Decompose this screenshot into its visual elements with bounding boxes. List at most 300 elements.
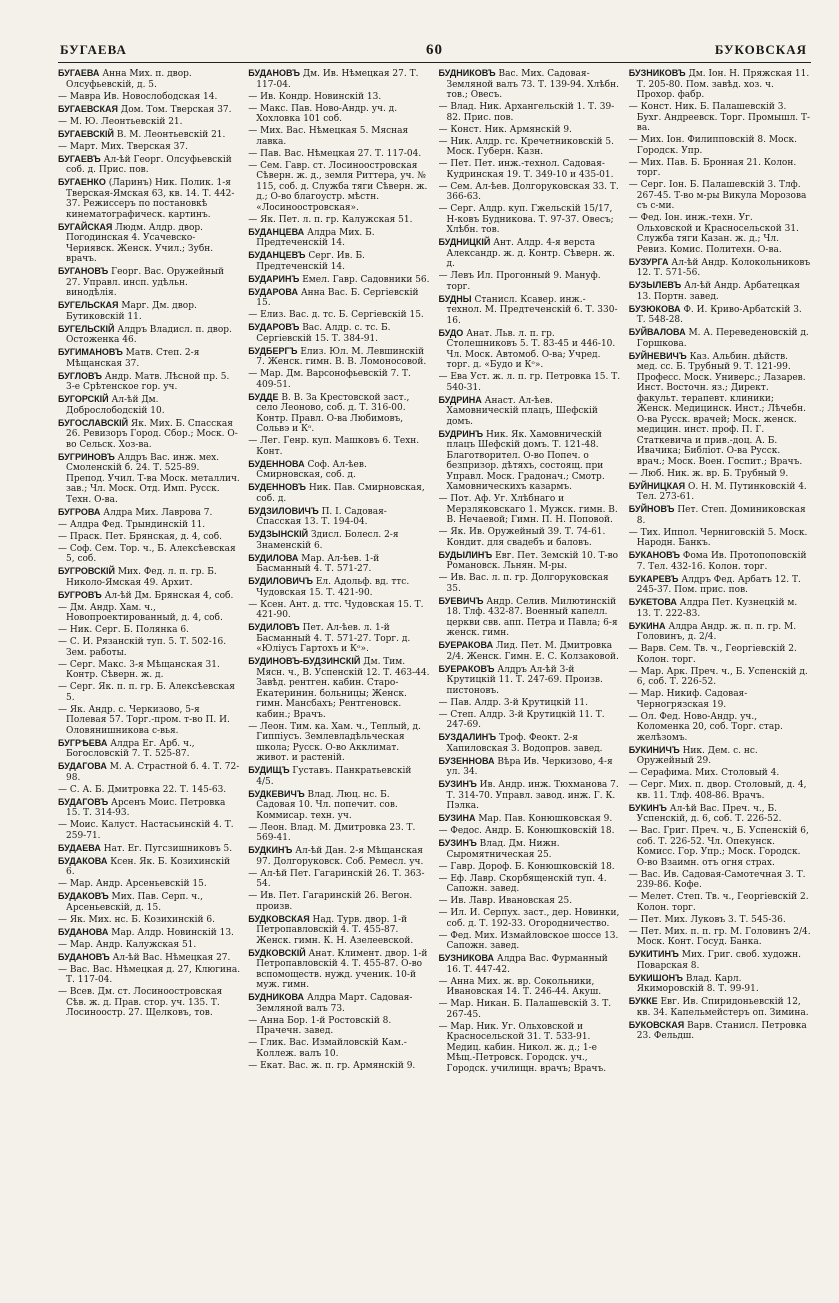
directory-entry xyxy=(629,644,811,665)
entry-details: Евг. Пет. Земскій 10. Т-во Романовск. Льнян. М-ры. xyxy=(446,550,619,571)
directory-entry xyxy=(248,622,430,655)
entry-details: Георг. Вас. Оружейный 27. Управл. инсп. удѣльн. винодѣлія. xyxy=(66,267,224,298)
directory-entry xyxy=(248,869,430,890)
entry-surname: БУДКОВСКІЙ xyxy=(248,947,306,958)
directory-entry xyxy=(248,322,430,344)
entry-surname: БУДНИКОВА xyxy=(248,992,305,1002)
entry-details: Пет. Степ. Доминиковская 8. xyxy=(636,505,806,526)
entry-surname: БУДНИЦКІЙ xyxy=(438,237,491,247)
directory-entry xyxy=(58,532,240,543)
entry-surname: БУКИНИЧЪ xyxy=(628,744,680,755)
entry-details: — Ол. Фед. Ново-Андр. уч., Коломенка 20, соб. Торг. стар. желѣзомъ. xyxy=(628,711,783,743)
directory-entry xyxy=(58,603,240,624)
entry-details: — Ева Уст. ж. л. п. гр. Петровка 15. Т. 540-31. xyxy=(438,372,621,393)
entry-details: Ив. Андр. инж. Тюхманова 7. Т. 314-70. Управл. завод. инж. Г. К. Пэлка. xyxy=(446,780,619,811)
entry-details: — Серафима. Мих. Столовый 4. xyxy=(628,768,780,778)
entry-details: О. Н. М. Путинковскій 4. Тел. 273-61. xyxy=(636,481,807,502)
directory-entry xyxy=(58,68,240,90)
directory-entry xyxy=(439,271,621,292)
entry-details: — Леон. Тим. ка. Хам. ч., Теплый, д. Гиппіусъ. Землевладѣльческая школа; Русск. О-во Акклимат. живот. и растеній. xyxy=(248,721,421,763)
directory-entry xyxy=(629,102,811,134)
directory-entry xyxy=(439,953,621,975)
directory-entry xyxy=(58,347,240,369)
entry-details: — Серг. Мих. п. двор. Столовый, д. 4, кв. 11. Тлф. 408-86. Врачъ. xyxy=(628,780,807,801)
directory-entry xyxy=(248,656,430,720)
entry-details: — Фед. Іон. инж.-техн. Уг. Ольховской и Красносельской 31. Служба тяги Казан. ж. д.; Чл. Ревиз. Комис. Политехн. О-ва. xyxy=(628,213,799,255)
entry-surname: БУДАНОВЪ xyxy=(58,951,110,962)
directory-entry xyxy=(629,135,811,156)
directory-entry xyxy=(58,177,240,220)
entry-details: — Степ. Алдр. 3-й Крутицкій 11. Т. 247-69. xyxy=(438,709,605,730)
entry-details: — Макс. Пав. Ново-Андр. уч. д. Хохловка 101 соб. xyxy=(248,103,398,124)
entry-details: — Вас. Вас. Нѣмецкая д. 27, Клюгина. Т. 117-04. xyxy=(58,964,241,985)
entry-surname: БУГОРСКІЙ xyxy=(58,394,109,404)
entry-surname: БУГЛОВЪ xyxy=(58,370,102,381)
page-header xyxy=(58,40,811,63)
directory-entry xyxy=(248,68,430,90)
entry-surname: БУГАЙСКАЯ xyxy=(58,221,113,232)
entry-details: Алдра Вас. Фурманный 16. Т. 447-42. xyxy=(446,954,608,975)
entry-surname: БУДКИНЪ xyxy=(248,845,293,855)
entry-details: — Леон. Влад. М. Дмитровка 23. Т. 569-41. xyxy=(248,822,416,843)
entry-details: — Еф. Лавр. Скорбященскій туп. 4. Сапожн. завед. xyxy=(438,873,607,894)
entry-details: Анна Мих. п. двор. Олсуфьевскій, д. 5. xyxy=(66,69,192,90)
directory-entry xyxy=(58,820,240,841)
directory-entry xyxy=(248,914,430,947)
entry-surname: БУДАНОВЪ xyxy=(248,68,300,78)
directory-entry xyxy=(439,756,621,778)
entry-details: — Люб. Ник. ж. вр. Б. Трубный 9. xyxy=(628,468,789,479)
entry-details: Вас. Мих. Садовая-Земляной валъ 73. Т. 139-94. Хлѣбн. тов.; Овесъ. xyxy=(446,69,619,100)
entry-details: Матв. Степ. 2-я Мѣщанская 37. xyxy=(66,348,200,369)
directory-entry xyxy=(58,738,240,760)
entry-details: Анат. Льв. л. п. гр. Столешниковъ 5. Т. 83-45 и 446-10. Чл. Моск. Автомоб. О-ва; Учред. торг. д. «Будо и Кᵒ». xyxy=(446,328,616,370)
directory-entry xyxy=(248,310,430,321)
entry-details: Алдра Мих. Лаврова 7. xyxy=(103,507,213,518)
directory-entry xyxy=(58,520,240,531)
entry-details: Ал-ѣй Георг. Олсуфьевскій соб. д. Прис. пов. xyxy=(66,154,232,175)
directory-entry xyxy=(629,1020,811,1042)
directory-entry xyxy=(439,573,621,594)
directory-entry xyxy=(248,92,430,103)
column-1 xyxy=(58,68,240,1296)
entry-surname: БУДЕННОВЪ xyxy=(248,482,306,492)
entry-details: Нат. Ег. Пугсзишниковъ 5. xyxy=(103,843,233,854)
entry-details: М. А. Страстной б. 4. Т. 72-98. xyxy=(66,762,240,783)
entry-details: — Всев. Дм. ст. Лосиноостровская Сѣв. ж. д. Прав. стор. уч. 135. Т. Лосиноостр. 27. Щелковъ, тов. xyxy=(58,987,223,1018)
directory-entry xyxy=(629,826,811,868)
entry-details: В. М. Леонтьевскій 21. xyxy=(116,129,226,140)
directory-entry xyxy=(629,528,811,549)
directory-entry xyxy=(629,158,811,179)
entry-details: — М. Ю. Леонтьевскій 21. xyxy=(58,116,183,127)
entry-details: — Мар. Ник. Уг. Ольховской и Красносельской 31. Т. 533-91. Медиц. кабин. Никол. ж. д.; 1-е Мѣщ.-Петровск. Городск. уч., Городск. училищн. врачъ; Врачъ. xyxy=(438,1021,607,1074)
directory-entry xyxy=(439,813,621,825)
entry-surname: БУДРИНЪ xyxy=(438,428,484,439)
directory-entry xyxy=(248,506,430,528)
directory-entry xyxy=(439,527,621,548)
directory-entry xyxy=(248,891,430,912)
directory-entry xyxy=(58,637,240,658)
entry-surname: БУДБЕРГЪ xyxy=(248,345,298,356)
entry-details: Соф. Ал-ѣев. Смирновская, соб. д. xyxy=(256,459,367,480)
directory-entry xyxy=(629,996,811,1018)
directory-entry xyxy=(439,931,621,952)
directory-entry xyxy=(58,761,240,783)
entry-details: Ник. Як. Хамовническій плацъ Шефскій домъ. Т. 121-48. Благотворител. О-во Попеч. о безпризор. дѣтяхъ, состоящ. при Управл. Моск. Градонач.; Смотр. Хамовническихъ казармъ. xyxy=(446,429,605,492)
directory-entry xyxy=(248,948,430,991)
directory-entry xyxy=(58,222,240,265)
directory-entry xyxy=(248,215,430,226)
entry-details: — Мар. Никан. Б. Палашевскій 3. Т. 267-45. xyxy=(438,999,612,1020)
entry-surname: БУКИНЪ xyxy=(628,802,667,813)
directory-entry xyxy=(58,142,240,153)
directory-entry xyxy=(248,274,430,286)
directory-entry xyxy=(248,722,430,764)
entry-details: — Пав. Алдр. 3-й Крутицкій 11. xyxy=(438,697,589,708)
directory-entry xyxy=(58,324,240,346)
entry-surname: БУККЕ xyxy=(628,996,658,1006)
directory-entry xyxy=(58,843,240,855)
entry-details: Ал-ѣй Андр. Колокольниковъ 12. Т. 571-56. xyxy=(636,257,811,278)
entry-details: — Мавра Ив. Новослободская 14. xyxy=(58,91,218,102)
entry-surname: БУКЕТОВА xyxy=(628,597,677,607)
entry-details: — Серг. Як. п. п. гр. Б. Алексѣевская 5. xyxy=(58,682,235,703)
entry-details: Алдра Андр. ж. п. п. гр. М. Головинъ, д. 2/4. xyxy=(636,621,797,642)
directory-entry xyxy=(439,494,621,526)
entry-details: — Ив. Пет. Гагаринскій 26. Вегон. произв. xyxy=(248,891,413,912)
directory-entry xyxy=(439,429,621,493)
directory-entry xyxy=(439,328,621,371)
entry-details: — Глик. Вас. Измайловскій Кам.-Коллеж. валъ 10. xyxy=(248,1038,407,1059)
entry-details: Ник. Пав. Смирновская, соб. д. xyxy=(256,483,425,504)
directory-entry xyxy=(58,915,240,926)
directory-entry xyxy=(58,371,240,393)
directory-entry xyxy=(439,999,621,1020)
entry-details: Мих. Пав. Серп. ч., Арсеньевскій, д. 15. xyxy=(66,892,203,913)
entry-surname: БУКИНА xyxy=(628,620,666,631)
entry-details: — Вас. Григ. Преч. ч., Б. Успенскій 6, соб. Т. 226-52. Чл. Опекунск. Комисс. Гор. Упр.; Моск. Городск. О-во Взаимн. отъ огня страх. xyxy=(628,826,809,868)
entry-details: — Мар. Арк. Преч. ч., Б. Успенскій д. 6, соб. Т. 226-52. xyxy=(628,666,808,687)
entry-details: — Мих. Пав. Б. Бронная 21. Колон. торг. xyxy=(628,157,797,178)
directory-entry xyxy=(58,590,240,602)
entry-surname: БУЗНИКОВЪ xyxy=(628,68,686,78)
directory-entry xyxy=(58,418,240,451)
directory-entry xyxy=(58,797,240,819)
directory-entry xyxy=(439,710,621,731)
entry-surname: БУДДЕ xyxy=(248,391,279,402)
directory-entry xyxy=(439,372,621,393)
entry-details: Троф. Феокт. 2-я Хапиловская 3. Водопров. завед. xyxy=(446,733,603,754)
entry-details: — Пет. Мих. п. п. гр. М. Головинъ 2/4. Моск. Конт. Госуд. Банка. xyxy=(628,926,811,947)
directory-entry xyxy=(629,915,811,926)
entry-details: Як. Мих. Б. Спасская 26. Ревизоръ Город. Сбор.; Моск. О-во Сельск. Хоз-ва. xyxy=(66,418,238,450)
directory-entry xyxy=(439,1022,621,1075)
directory-entry xyxy=(439,159,621,180)
entry-details: — Конст. Ник. Б. Палашевскій 3. Бухг. Андреевск. Торг. Промышл. Т-ва. xyxy=(628,102,811,133)
entry-details: — Ник. Алдр. гс. Кречетниковскій 5. Моск. Губерн. Казн. xyxy=(438,136,614,157)
entry-details: Здисл. Болесл. 2-я Знаменскій 6. xyxy=(256,530,399,551)
directory-entry xyxy=(439,102,621,123)
directory-entry xyxy=(248,104,430,125)
entry-details: — Ив. Вас. л. п. гр. Долгоруковская 35. xyxy=(438,573,609,594)
directory-entry xyxy=(439,204,621,236)
directory-entry xyxy=(629,621,811,643)
entry-surname: БУЙВАЛОВА xyxy=(628,327,686,337)
entry-surname: БУДИЛОВИЧЪ xyxy=(248,576,313,586)
entry-details: — Дм. Андр. Хам. ч., Новопроектированный, д. 4, соб. xyxy=(58,602,223,623)
directory-entry xyxy=(58,566,240,588)
entry-details: Серг. Ив. Б. Предтеченскій 14. xyxy=(256,251,365,272)
entry-surname: БУДИЛОВЪ xyxy=(248,622,300,632)
entry-surname: БУЕРАКОВА xyxy=(438,640,494,650)
entry-details: Елиз. Юл. М. Левшинскій 7. Женск. гимн. В. В. Ломоносовой. xyxy=(256,346,427,367)
entry-details: — Гавр. Дороф. Б. Конюшковскій 18. xyxy=(438,861,615,872)
column-2 xyxy=(248,68,430,1296)
directory-entry xyxy=(439,182,621,203)
entry-details: — Конст. Ник. Армянскій 9. xyxy=(438,124,572,135)
entry-details: — С. И. Рязанскій туп. 5. Т. 502-16. Зем. работы. xyxy=(58,637,227,658)
entry-details: — Федос. Андр. Б. Конюшковскій 18. xyxy=(438,826,615,836)
entry-details: — Мар. Дм. Варсонофьевскій 7. Т. 409-51. xyxy=(248,369,411,390)
entry-details: Ант. Алдр. 4-я верста Александр. ж. д. Контр. Сѣверн. ж. д. xyxy=(446,238,615,269)
directory-entry xyxy=(248,765,430,787)
directory-entry xyxy=(629,892,811,913)
entry-details: Ксен. Як. Б. Козихинскій 6. xyxy=(66,856,231,877)
entry-surname: БУГИМАНОВЪ xyxy=(58,347,123,357)
entry-details: — Мелет. Степ. Тв. ч., Георгіевскій 2. Колон. торг. xyxy=(628,892,809,913)
entry-details: Алдра Мих. Б. Предтеченскій 14. xyxy=(256,227,375,248)
entry-surname: БУКАНОВЪ xyxy=(628,550,680,560)
directory-entry xyxy=(58,891,240,913)
entry-details: Дм. Тим. Мясн. ч., В. Успенскій 12. Т. 463-44. Завѣд. рентген. кабин. Старо-Екатеринин. больницы; Женск. гимн. Мансбахъ; Рентгеновск. кабин.; Врачъ. xyxy=(256,657,430,720)
entry-surname: БУЗЕННОВА xyxy=(438,755,495,766)
directory-entry xyxy=(439,640,621,662)
directory-entry xyxy=(439,596,621,639)
entry-surname: БУДКЕВИЧЪ xyxy=(248,788,305,799)
directory-entry xyxy=(439,977,621,998)
entry-details: — Ив. Кондр. Новинскій 13. xyxy=(248,91,382,102)
entry-details: Вас. Алдр. с. тс. Б. Сергіевскій 15. Т. 384-91. xyxy=(256,323,391,344)
directory-entry xyxy=(58,660,240,681)
entry-details: — Пав. Вас. Нѣмецкая 27. Т. 117-04. xyxy=(248,148,422,159)
entry-details: П. І. Садовая-Спасская 13. Т. 194-04. xyxy=(256,506,387,527)
directory-entry xyxy=(248,1038,430,1059)
directory-entry xyxy=(58,705,240,737)
directory-entry xyxy=(248,392,430,435)
entry-details: — Сем. Ал-ѣев. Долгоруковская 33. Т. 366-63. xyxy=(438,181,619,202)
directory-entry xyxy=(58,625,240,636)
directory-entry xyxy=(439,68,621,101)
entry-details: — Соф. Сем. Тор. ч., Б. Алексѣевская 5, соб. xyxy=(58,543,236,564)
entry-details: М. А. Переведеновскій д. Горшкова. xyxy=(636,328,809,349)
entry-details: — Пет. Мих. Луковъ 3. Т. 545-36. xyxy=(628,914,786,925)
entry-details: — Варв. Сем. Тв. ч., Георгіевскій 2. Колон. торг. xyxy=(628,644,797,665)
entry-surname: БУДИЛОВА xyxy=(248,552,299,563)
page-number: 60 xyxy=(426,42,443,58)
entry-surname: БУГРОВЪ xyxy=(58,589,102,600)
column-3 xyxy=(439,68,621,1296)
entry-details: — Серг. Алдр. куп. Гжельскій 15/17, Н-ковъ Будникова. Т. 97-37. Овесъ; Хлѣбн. тов. xyxy=(438,204,614,235)
entry-surname: БУГРѢЕВА xyxy=(58,737,108,748)
directory-entry xyxy=(439,908,621,929)
entry-surname: БУГОСЛАВСКІЙ xyxy=(58,417,129,428)
entry-details: — Мар. Никиф. Садовая-Черногрязская 19. xyxy=(628,689,748,710)
directory-entry xyxy=(439,294,621,327)
directory-entry xyxy=(58,154,240,176)
entry-surname: БУЗИНЪ xyxy=(438,838,477,848)
entry-details: — Пот. Аф. Уг. Хлѣбнаго и Мерзляковскаго 1. Мужск. гимн. В. В. Нечаевой; Гимн. П. Н. Поповой. xyxy=(438,494,618,525)
entry-details: Густавъ. Панкратьевскій 4/5. xyxy=(256,766,412,787)
directory-entry xyxy=(629,667,811,688)
entry-surname: БУДРИНА xyxy=(438,394,482,405)
entry-surname: БУДЕННОВА xyxy=(248,458,305,469)
directory-entry xyxy=(629,745,811,767)
entry-surname: БУЕВИЧЪ xyxy=(438,595,484,606)
entry-details: Людм. Алдр. двор. Погодинская 4. Усачевско-Чериявск. Женск. Учил.; Зубн. врачъ. xyxy=(66,222,214,264)
directory-entry xyxy=(248,126,430,147)
entry-details: Варв. Станисл. Петровка 23. Фельдш. xyxy=(636,1020,807,1041)
entry-surname: БУЙНОВЪ xyxy=(628,504,675,514)
entry-details: Вѣра Ив. Черкизово, 4-я ул. 34. xyxy=(446,756,613,777)
entry-details: Алдръ Вас. инж. мех. Смоленскій б. 24. Т. 525-89. Препод. Учил. Т-ва Моск. металлич. зав.; Чл. Моск. Отд. Имп. Русск. Техн. О-ва. xyxy=(66,452,240,505)
directory-entry xyxy=(439,395,621,428)
entry-details: — Моис. Калуст. Настасьинскій 4. Т. 259-71. xyxy=(58,820,234,841)
directory-entry xyxy=(248,482,430,504)
entry-details: Ф. И. Криво-Арбатскій 3. Т. 548-28. xyxy=(636,304,802,325)
directory-entry xyxy=(58,92,240,103)
directory-entry xyxy=(439,779,621,812)
entry-details: Дм. Іон. Н. Пряжская 11. Т. 205-80. Пом. завѣд. хоз. ч. Прохор. фабр. xyxy=(636,69,810,100)
entry-surname: БУЙНЕВИЧЪ xyxy=(628,350,687,361)
directory-entry xyxy=(58,507,240,519)
entry-details: — Праск. Пет. Брянская, д. 4, соб. xyxy=(58,531,223,542)
entry-details: Мар. Алдр. Новинскій 13. xyxy=(111,927,234,938)
entry-details: Влад. Люц. нс. Б. Садовая 10. Чл. попечит. сов. Коммисар. техн. уч. xyxy=(256,789,398,821)
entry-details: Лид. Пет. М. Дмитровка 2/4. Женск. Гимн. Е. С. Колзаковой. xyxy=(446,641,619,662)
running-head-left: БУГАЕВА xyxy=(60,42,127,57)
entry-details: Андр. Матв. Лѣсной пр. 5. 3-е Срѣтенское гор. уч. xyxy=(66,371,230,392)
directory-entry xyxy=(248,992,430,1014)
entry-surname: БУГАЕВСКАЯ xyxy=(58,103,118,114)
entry-details: Ал-ѣй Вас. Преч. ч., Б. Успенскій, д. 6, соб. Т. 226-52. xyxy=(636,803,782,824)
entry-details: Алдръ Фед. Арбатъ 12. Т. 245-37. Пом. прис. пов. xyxy=(636,574,801,595)
directory-entry xyxy=(439,896,621,907)
entry-surname: БУГАЕВЪ xyxy=(58,153,101,164)
entry-surname: БУДНИКОВЪ xyxy=(438,68,496,78)
entry-details: Ал-ѣй Дан. 2-я Мѣщанская 97. Долгоруковск. Соб. Ремесл. уч. xyxy=(256,846,424,867)
entry-details: Мих. Григ. своб. художн. Поварская 8. xyxy=(636,950,802,971)
directory-entry xyxy=(629,280,811,302)
entry-details: Емел. Гавр. Садовники 56. xyxy=(302,274,430,285)
entry-surname: БУДИЩЪ xyxy=(248,765,290,775)
entry-surname: БУГЕЛЬСКАЯ xyxy=(58,300,119,310)
entry-surname: БУДАНОВА xyxy=(58,926,109,937)
directory-entry xyxy=(58,266,240,299)
directory-entry xyxy=(439,826,621,837)
directory-entry xyxy=(439,125,621,136)
entry-surname: БУДКОВСКАЯ xyxy=(248,913,310,924)
entry-details: Алдра Ег. Арб. ч., Богословскій 7. Т. 525-87. xyxy=(66,738,195,759)
directory-entry xyxy=(439,237,621,270)
entry-surname: БУЗНИКОВА xyxy=(438,953,494,963)
directory-entry xyxy=(629,597,811,619)
entry-surname: БУЕРАКОВЪ xyxy=(438,663,495,674)
entry-details: Дом. Том. Тверская 37. xyxy=(120,104,232,115)
directory-entry xyxy=(629,768,811,779)
directory-entry xyxy=(248,823,430,844)
entry-details: — Лег. Генр. куп. Машковъ 6. Техн. Конт. xyxy=(248,436,420,457)
directory-entry xyxy=(248,346,430,368)
entry-surname: БУЗЫЛЕВЪ xyxy=(628,280,682,290)
directory-entry xyxy=(439,664,621,697)
entry-details: Ал-ѣй Вас. Нѣмецкая 27. xyxy=(112,952,231,963)
directory-entry xyxy=(629,180,811,212)
entry-surname: БУГАЕВА xyxy=(58,68,100,78)
entry-details: Ал-ѣй Андр. Арбатецкая 13. Портн. завед. xyxy=(636,281,800,302)
directory-entry xyxy=(248,845,430,867)
directory-entry xyxy=(58,952,240,964)
directory-entry xyxy=(58,987,240,1019)
entry-surname: БУГАЕВСКІЙ xyxy=(58,128,114,139)
entry-details: Арсенъ Моис. Петровка 15. Т. 314-93. xyxy=(66,797,226,818)
entry-details: — Мих. Вас. Нѣмецкая 5. Мясная лавка. xyxy=(248,126,409,147)
entry-surname: БУКАРЕВЪ xyxy=(628,573,679,584)
directory-entry xyxy=(58,682,240,703)
entry-surname: БУГРОВА xyxy=(58,506,101,517)
entry-details: — Влад. Ник. Архангельскій 1. Т. 39-82. Прис. пов. xyxy=(438,102,615,123)
entry-details: — Ив. Лавр. Ивановская 25. xyxy=(438,896,573,906)
directory-entry xyxy=(58,856,240,878)
entry-details: — Серг. Іон. Б. Палашевскій 3. Тлф. 267-45. Т-во м-ры Викула Морозова съ с-ми. xyxy=(628,180,807,211)
directory-entry xyxy=(248,1061,430,1072)
entry-details: Алдра Март. Садовая-Земляной валъ 73. xyxy=(256,993,413,1014)
directory-entry xyxy=(629,351,811,468)
entry-details: В. В. За Крестовской заст., село Леоново, соб. д. Т. 316-00. Контр. Правл. О-ва Любимовъ, Сольвэ и Кᵒ. xyxy=(256,392,410,434)
directory-entry xyxy=(248,369,430,390)
entry-details: — Сем. Гавр. ст. Лосиноостровская Сѣверн. ж. д., земля Риттера, уч. № 115, соб. д. Служба тяги Сѣверн. ж. д.; О-во благоустр. мѣстн. «Лосиноостровская». xyxy=(248,160,428,213)
directory-entry xyxy=(58,394,240,416)
directory-entry xyxy=(58,300,240,322)
entry-details: Над. Турв. двор. 1-й Петропавловскій 4. Т. 455-87. Женск. гимн. К. Н. Азелеевской. xyxy=(256,914,414,946)
directory-entry xyxy=(58,785,240,796)
entry-details: Анат. Климент. двор. 1-й Петропавловскій 4. Т. 455-87. О-во вспомоществ. нужд. ученик. 10-й муж. гимн. xyxy=(256,948,428,990)
entry-surname: БУДАРИНЪ xyxy=(248,273,300,284)
entry-surname: БУДАГОВА xyxy=(58,761,107,771)
directory-entry xyxy=(439,137,621,158)
directory-entry xyxy=(439,732,621,754)
entry-details: — Анна Бор. 1-й Ростовскій 8. Прачечн. завед. xyxy=(248,1015,392,1036)
directory-entry xyxy=(439,698,621,709)
entry-details: Влад. Карл. Якиморовскій 8. Т. 99-91. xyxy=(636,973,759,994)
entry-details: Алдръ Ал-ѣй 3-й Крутицкій 11. Т. 247-69. Произв. пистоновъ. xyxy=(446,664,603,696)
entry-details: — Анна Мих. ж. вр. Сокольники, Ивановская 14. Т. 246-44. Акуш. xyxy=(438,976,602,997)
entry-surname: БУГРИНОВЪ xyxy=(58,451,115,462)
entry-details: — Як. Мих. нс. Б. Козихинскій 6. xyxy=(58,914,215,925)
entry-details: — Як. Пет. л. п. гр. Калужская 51. xyxy=(248,214,413,225)
directory-entry xyxy=(629,712,811,744)
directory-entry xyxy=(248,149,430,160)
directory-entry xyxy=(629,803,811,825)
entry-details: Андр. Селив. Милютинскій 18. Тлф. 432-87. Военный капелл. церкви свв. апп. Петра и Павла; 6-я женск. гимн. xyxy=(446,596,618,638)
entry-surname: БУКИШОНЪ xyxy=(628,972,683,983)
directory-entry xyxy=(629,870,811,891)
directory-entry xyxy=(58,927,240,939)
entry-surname: БУЙНИЦКАЯ xyxy=(628,480,686,491)
entry-surname: БУДАНЦЕВЪ xyxy=(248,250,306,260)
directory-entry xyxy=(629,469,811,480)
entry-details: — Фед. Мих. Измайловское шоссе 13. Сапожн. завед. xyxy=(438,930,619,951)
